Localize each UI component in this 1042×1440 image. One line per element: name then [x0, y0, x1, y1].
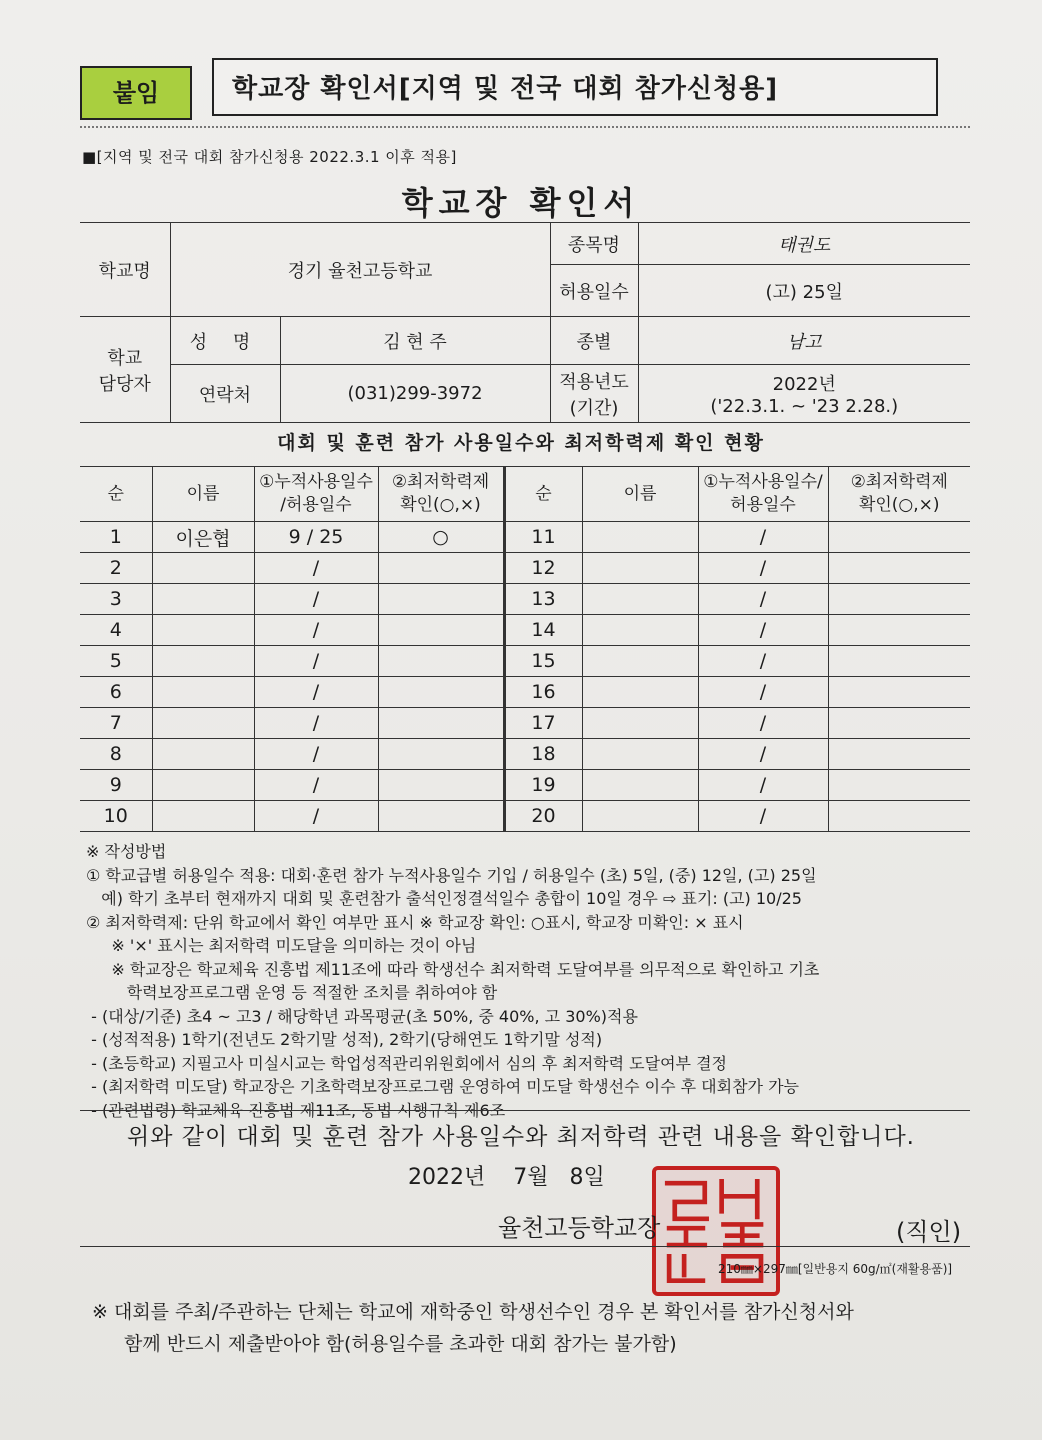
- info-table: [80, 222, 970, 423]
- note-line: ② 최저학력제: 단위 학교에서 확인 여부만 표시 ※ 학교장 확인: ○표시, 학교장 미확인: × 표시: [86, 912, 744, 932]
- row-no-right: 13: [504, 584, 582, 615]
- footer-note-line1: ※ 대회를 주최/주관하는 단체는 학교에 재학중인 학생선수인 경우 본 확인서를 참가신청서와: [92, 1301, 854, 1323]
- type-value: 남고: [638, 317, 970, 365]
- applicability-note: ■[지역 및 전국 대회 참가신청용 2022.3.1 이후 적용]: [82, 148, 457, 166]
- row-days-left: /: [254, 553, 378, 584]
- table-row: [80, 677, 970, 708]
- row-name-right: [582, 646, 698, 677]
- row-name-right: [582, 801, 698, 832]
- row-days-left: /: [254, 739, 378, 770]
- row-days-right: /: [698, 615, 828, 646]
- row-check-left: [378, 801, 504, 832]
- row-no-right: 14: [504, 615, 582, 646]
- table-row: [80, 739, 970, 770]
- event-label: 종목명: [550, 223, 638, 265]
- row-check-left: [378, 553, 504, 584]
- table-row: [80, 770, 970, 801]
- school-name-value: 경기 율천고등학교: [170, 223, 550, 317]
- row-name-left: [152, 770, 254, 801]
- row-check-right: [828, 739, 970, 770]
- note-line: - (초등학교) 지필고사 미실시교는 학업성적관리위원회에서 심의 후 최저학력 도달여부 결정: [86, 1053, 727, 1073]
- row-days-right: /: [698, 708, 828, 739]
- note-line: - (관련법령) 학교체육 진흥법 제11조, 동법 시행규칙 제6조: [86, 1100, 506, 1120]
- note-line: ※ 학교장은 학교체육 진흥법 제11조에 따라 학생선수 최저학력 도달여부를 의무적으로 확인하고 기초: [86, 959, 820, 979]
- row-days-right: /: [698, 770, 828, 801]
- row-name-left: [152, 646, 254, 677]
- header-title: 학교장 확인서[지역 및 전국 대회 참가신청용]: [212, 58, 938, 116]
- row-check-right: [828, 770, 970, 801]
- year-value: [638, 365, 970, 423]
- row-name-right: [582, 522, 698, 553]
- table-row: [80, 708, 970, 739]
- divider-line-bottom: [80, 1246, 970, 1247]
- note-line: ※ '×' 표시는 최저학력 미도달을 의미하는 것이 아님: [86, 936, 477, 955]
- row-no-right: 17: [504, 708, 582, 739]
- header-days-left-line1: ①누적사용일수: [259, 472, 373, 492]
- row-days-left: /: [254, 677, 378, 708]
- header-name-left: 이름: [152, 467, 254, 522]
- year-value-line2: ('22.3.1. ~ '23 2.28.): [710, 396, 899, 417]
- status-header-row: [80, 467, 970, 522]
- row-days-left: /: [254, 801, 378, 832]
- row-no-left: 4: [80, 615, 152, 646]
- header-name-right: 이름: [582, 467, 698, 522]
- phone-label: 연락처: [170, 365, 280, 423]
- header-no-right: 순: [504, 467, 582, 522]
- row-name-right: [582, 770, 698, 801]
- allowed-days-label: 허용일수: [550, 265, 638, 317]
- header-check-right: [828, 467, 970, 522]
- row-name-left: 이은협: [152, 522, 254, 553]
- row-no-left: 10: [80, 801, 152, 832]
- year-label-line1: 적용년도: [559, 371, 629, 393]
- row-days-left: /: [254, 615, 378, 646]
- note-line: ① 학교급별 허용일수 적용: 대회·훈련 참가 누적사용일수 기입 / 허용일수 (초) 5일, (중) 12일, (고) 25일: [86, 865, 817, 885]
- row-check-left: [378, 646, 504, 677]
- paper-spec: 210㎜×297㎜[일반용지 60g/㎡(재활용품)]: [718, 1262, 953, 1276]
- row-no-right: 19: [504, 770, 582, 801]
- name-value: 김 현 주: [280, 317, 550, 365]
- table-row: [80, 615, 970, 646]
- row-check-right: [828, 677, 970, 708]
- row-no-right: 11: [504, 522, 582, 553]
- row-name-left: [152, 801, 254, 832]
- table-row: [80, 584, 970, 615]
- row-check-left: [378, 615, 504, 646]
- contact-group-label-line2: 담당자: [98, 373, 151, 395]
- row-days-right: /: [698, 522, 828, 553]
- row-no-right: 20: [504, 801, 582, 832]
- note-line: - (성적적용) 1학기(전년도 2학기말 성적), 2학기(당해연도 1학기말 성적): [86, 1030, 603, 1049]
- row-check-left: ○: [378, 522, 504, 553]
- document-title: 학교장 확인서: [401, 184, 641, 222]
- row-no-left: 9: [80, 770, 152, 801]
- row-name-right: [582, 584, 698, 615]
- row-name-right: [582, 615, 698, 646]
- row-check-right: [828, 801, 970, 832]
- header-days-right-line2: 허용일수: [730, 495, 796, 515]
- table-row: [80, 522, 970, 553]
- phone-value: (031)299-3972: [280, 365, 550, 423]
- row-check-left: [378, 770, 504, 801]
- contact-group-label: [80, 317, 170, 423]
- header-check-left-line1: ②최저학력제: [391, 472, 490, 492]
- row-no-left: 6: [80, 677, 152, 708]
- event-value: 태권도: [638, 223, 970, 265]
- row-name-right: [582, 553, 698, 584]
- header-days-right: [698, 467, 828, 522]
- header-no-left: 순: [80, 467, 152, 522]
- status-table: [80, 466, 970, 832]
- footer-note: [92, 1296, 972, 1360]
- row-name-right: [582, 739, 698, 770]
- row-days-left: /: [254, 770, 378, 801]
- row-check-right: [828, 553, 970, 584]
- row-days-right: /: [698, 677, 828, 708]
- contact-group-label-line1: 학교: [107, 347, 143, 369]
- seal-label: (직인): [896, 1218, 962, 1246]
- row-check-left: [378, 584, 504, 615]
- writing-instructions: [86, 840, 986, 1122]
- school-principal-signature: 율천고등학교장: [498, 1214, 661, 1242]
- year-label: [550, 365, 638, 423]
- row-check-right: [828, 522, 970, 553]
- status-title: 대회 및 훈련 참가 사용일수와 최저학력제 확인 현황: [277, 432, 765, 454]
- signature-date: 2022년 7월 8일: [408, 1165, 605, 1190]
- row-days-right: /: [698, 584, 828, 615]
- note-line: 예) 학기 초부터 현재까지 대회 및 훈련참가 출석인정결석일수 총합이 10일 경우 ⇨ 표기: (고) 10/25: [86, 889, 802, 908]
- table-row: [80, 646, 970, 677]
- name-label: 성 명: [170, 317, 280, 365]
- confirmation-statement: 위와 같이 대회 및 훈련 참가 사용일수와 최저학력 관련 내용을 확인합니다.: [127, 1124, 915, 1150]
- row-name-left: [152, 739, 254, 770]
- row-check-left: [378, 708, 504, 739]
- row-check-left: [378, 739, 504, 770]
- row-check-right: [828, 646, 970, 677]
- row-no-left: 5: [80, 646, 152, 677]
- row-no-left: 1: [80, 522, 152, 553]
- row-name-left: [152, 553, 254, 584]
- row-no-left: 3: [80, 584, 152, 615]
- row-check-right: [828, 584, 970, 615]
- row-name-left: [152, 708, 254, 739]
- attachment-tag: 붙임: [80, 66, 192, 120]
- row-name-left: [152, 615, 254, 646]
- row-name-left: [152, 584, 254, 615]
- table-row: [80, 553, 970, 584]
- row-no-left: 7: [80, 708, 152, 739]
- row-days-right: /: [698, 646, 828, 677]
- row-no-right: 16: [504, 677, 582, 708]
- row-no-right: 18: [504, 739, 582, 770]
- row-days-right: /: [698, 801, 828, 832]
- note-line: - (대상/기준) 초4 ~ 고3 / 해당학년 과목평균(초 50%, 중 40%, 고 30%)적용: [86, 1006, 638, 1026]
- row-days-right: /: [698, 739, 828, 770]
- row-days-left: 9 / 25: [254, 522, 378, 553]
- divider-line: [80, 1110, 970, 1111]
- dotted-divider: [80, 126, 970, 128]
- footer-note-line2: 함께 반드시 제출받아야 함(허용일수를 초과한 대회 참가는 불가함): [124, 1333, 677, 1355]
- year-value-line1: 2022년: [772, 374, 836, 395]
- note-line: ※ 작성방법: [86, 842, 167, 861]
- header-days-right-line1: ①누적사용일수/: [703, 472, 823, 492]
- row-no-right: 12: [504, 553, 582, 584]
- header-check-right-line1: ②최저학력제: [850, 472, 948, 492]
- note-line: 학력보장프로그램 운영 등 적절한 조치를 취하여야 함: [86, 983, 498, 1002]
- school-name-label: 학교명: [80, 223, 170, 317]
- row-name-right: [582, 677, 698, 708]
- row-name-left: [152, 677, 254, 708]
- allowed-days-value: (고) 25일: [638, 265, 970, 317]
- header-check-left-line2: 확인(○,×): [400, 495, 481, 515]
- header-check-left: [378, 467, 504, 522]
- table-row: [80, 801, 970, 832]
- type-label: 종별: [550, 317, 638, 365]
- row-check-right: [828, 615, 970, 646]
- row-days-right: /: [698, 553, 828, 584]
- header-days-left-line2: /허용일수: [280, 495, 352, 515]
- note-line: - (최저학력 미도달) 학교장은 기초학력보장프로그램 운영하여 미도달 학생선수 이수 후 대회참가 가능: [86, 1077, 799, 1096]
- row-check-right: [828, 708, 970, 739]
- row-no-left: 2: [80, 553, 152, 584]
- header-days-left: [254, 467, 378, 522]
- row-no-left: 8: [80, 739, 152, 770]
- row-days-left: /: [254, 584, 378, 615]
- row-check-left: [378, 677, 504, 708]
- year-label-line2: (기간): [569, 397, 619, 419]
- row-no-right: 15: [504, 646, 582, 677]
- row-days-left: /: [254, 646, 378, 677]
- row-name-right: [582, 708, 698, 739]
- header-check-right-line2: 확인(○,×): [858, 495, 940, 515]
- row-days-left: /: [254, 708, 378, 739]
